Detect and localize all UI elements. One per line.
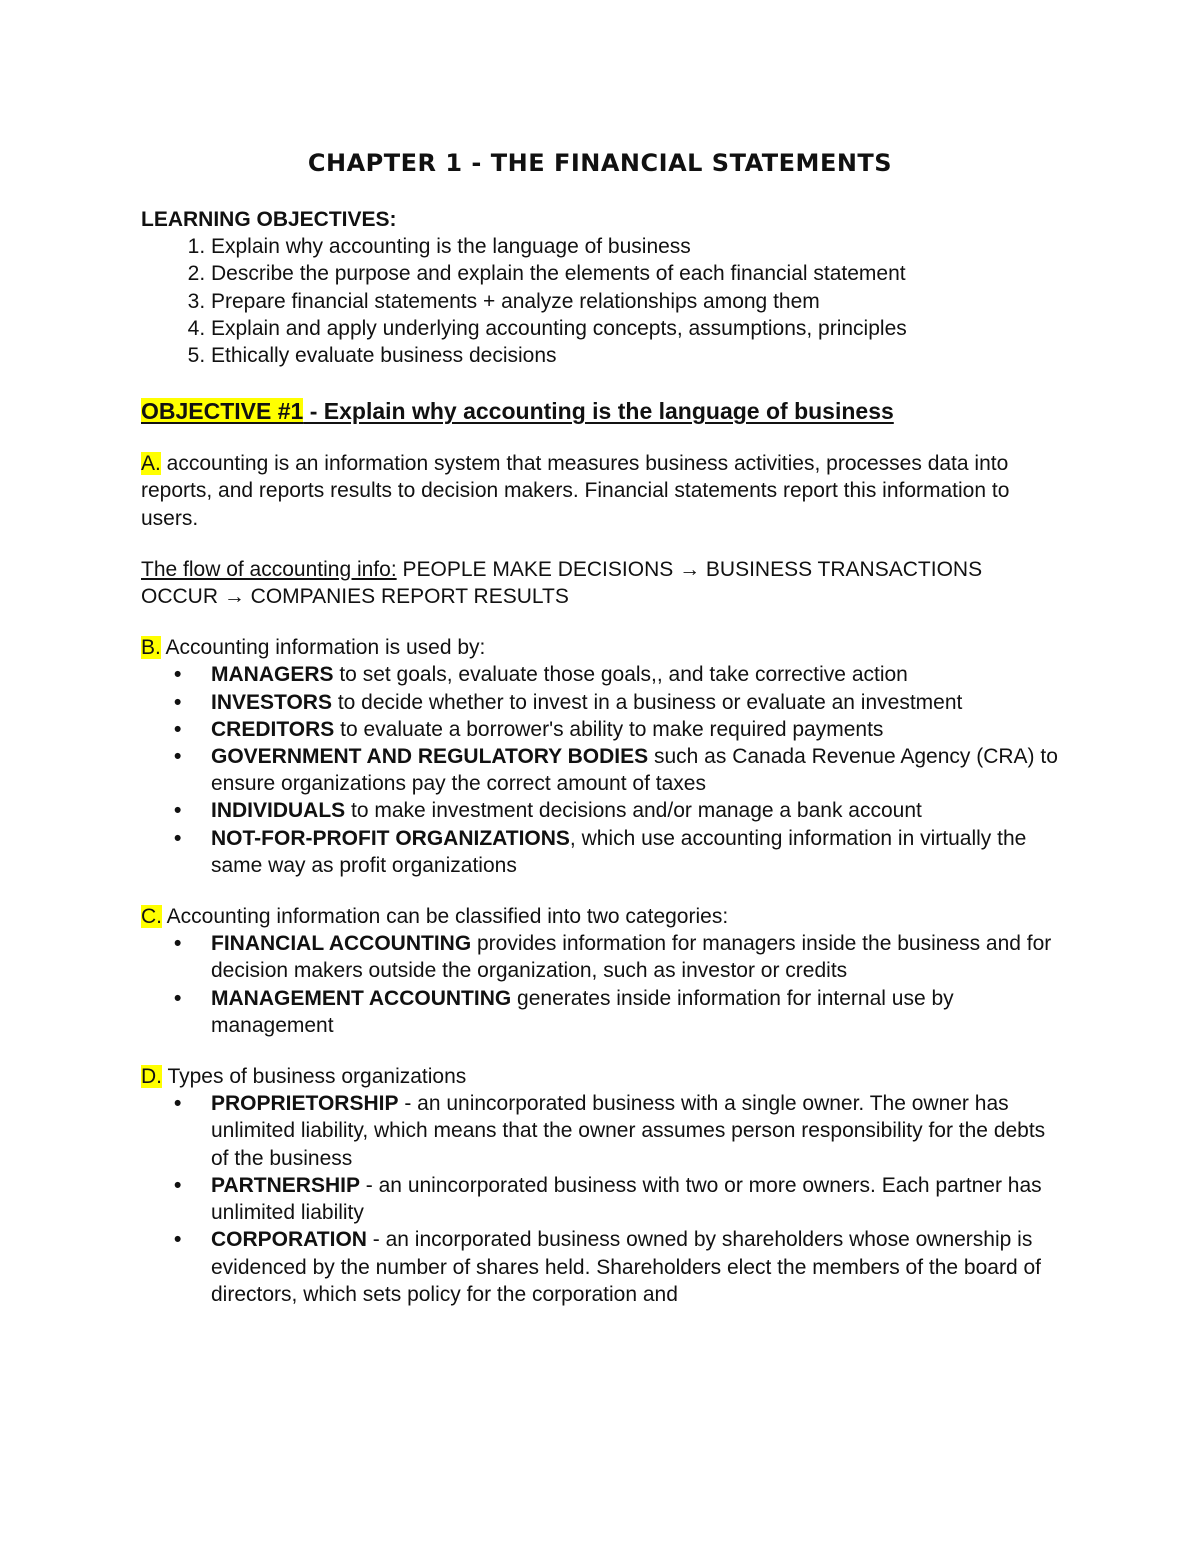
objective-label: OBJECTIVE #1 xyxy=(141,398,304,425)
list-item xyxy=(211,1226,1061,1308)
learning-objective-item: 4. Explain and apply underlying accounting concepts, assumptions, principles xyxy=(211,315,1061,342)
list-item-text: to evaluate a borrower's ability to make required payments xyxy=(334,717,884,741)
flow-text: PEOPLE MAKE DECISIONS → BUSINESS TRANSACTIONS OCCUR → COMPANIES REPORT RESULTS xyxy=(141,557,983,609)
list-item-text: to make investment decisions and/or manage a bank account xyxy=(345,799,922,823)
list-item-text: generates inside information for internal use by management xyxy=(211,986,954,1037)
list-item-term: PARTNERSHIP xyxy=(211,1173,360,1197)
list-item-text: provides information for managers inside the business and for decision makers outside the organization, such as investor or credits xyxy=(211,932,1052,983)
learning-objectives-list xyxy=(141,233,1061,369)
list-item-term: CORPORATION xyxy=(211,1228,367,1252)
learning-objective-item: 1. Explain why accounting is the language of business xyxy=(211,233,1061,260)
page-title: CHAPTER 1 - THE FINANCIAL STATEMENTS xyxy=(307,149,893,177)
list-item xyxy=(211,1090,1061,1172)
section-a-text: accounting is an information system that measures business activities, processes data into reports, and reports results to decision makers. Financial statements report this information to users. xyxy=(141,452,1010,530)
document-body xyxy=(141,206,1061,1308)
list-item-term: NOT-FOR-PROFIT ORGANIZATIONS xyxy=(211,826,570,850)
learning-objectives-heading: LEARNING OBJECTIVES: xyxy=(141,208,397,231)
learning-objective-item: 2. Describe the purpose and explain the elements of each financial statement xyxy=(211,260,1061,287)
list-item-term: INDIVIDUALS xyxy=(211,799,346,823)
list-item-term: MANAGEMENT ACCOUNTING xyxy=(211,986,512,1010)
list-item-term: FINANCIAL ACCOUNTING xyxy=(211,932,472,956)
learning-objective-item: 3. Prepare financial statements + analyze relationships among them xyxy=(211,288,1061,315)
section-c-marker: C. xyxy=(141,905,162,929)
section-b-text: Accounting information is used by: xyxy=(160,636,486,660)
list-item-term: CREDITORS xyxy=(211,717,335,741)
list-item xyxy=(211,985,1061,1039)
learning-objective-item: 5. Ethically evaluate business decisions xyxy=(211,342,1061,369)
list-item-text: to set goals, evaluate those goals,, and take corrective action xyxy=(333,663,908,687)
list-item-term: MANAGERS xyxy=(211,663,334,687)
list-item-text: such as Canada Revenue Agency (CRA) to ensure organizations pay the correct amount of taxes xyxy=(211,745,1058,796)
section-c-paragraph xyxy=(141,903,1061,930)
section-a-paragraph xyxy=(141,450,1061,532)
list-item xyxy=(211,825,1061,879)
section-d-marker: D. xyxy=(141,1065,162,1089)
section-d-text: Types of business organizations xyxy=(162,1065,467,1089)
list-item-text: - an unincorporated business with two or more owners. Each partner has unlimited liability xyxy=(211,1173,1042,1225)
section-c-list xyxy=(141,930,1061,1039)
flow-paragraph xyxy=(141,556,1061,610)
objective-heading xyxy=(141,396,1061,426)
section-c-text: Accounting information can be classified into two categories: xyxy=(162,905,729,929)
list-item xyxy=(211,930,1061,984)
list-item-term: INVESTORS xyxy=(211,690,332,714)
objective-text: - Explain why accounting is the language of business xyxy=(303,398,894,425)
list-item xyxy=(211,1172,1061,1226)
section-d-list xyxy=(141,1090,1061,1308)
list-item-text: - an unincorporated business with a single owner. The owner has unlimited liability, which means that the owner assumes person responsibility for the debts of the business xyxy=(211,1092,1046,1170)
section-b-paragraph xyxy=(141,634,1061,661)
section-b-marker: B. xyxy=(141,636,161,660)
list-item xyxy=(211,797,1061,824)
list-item xyxy=(211,716,1061,743)
list-item-term: GOVERNMENT AND REGULATORY BODIES xyxy=(211,745,649,769)
list-item xyxy=(211,689,1061,716)
section-a-marker: A. xyxy=(141,452,161,476)
section-b-list xyxy=(141,661,1061,879)
list-item-text: - an incorporated business owned by shareholders whose ownership is evidenced by the number of shares held. Shareholders elect the members of the board of directors, which sets policy for the corporation and xyxy=(211,1228,1041,1306)
list-item-text: to decide whether to invest in a business or evaluate an investment xyxy=(331,690,963,714)
list-item xyxy=(211,743,1061,797)
section-d-paragraph xyxy=(141,1063,1061,1090)
list-item-text: , which use accounting information in virtually the same way as profit organizations xyxy=(211,826,1027,877)
flow-label: The flow of accounting info: xyxy=(141,557,397,581)
list-item-term: PROPRIETORSHIP xyxy=(211,1092,399,1116)
list-item xyxy=(211,661,1061,688)
